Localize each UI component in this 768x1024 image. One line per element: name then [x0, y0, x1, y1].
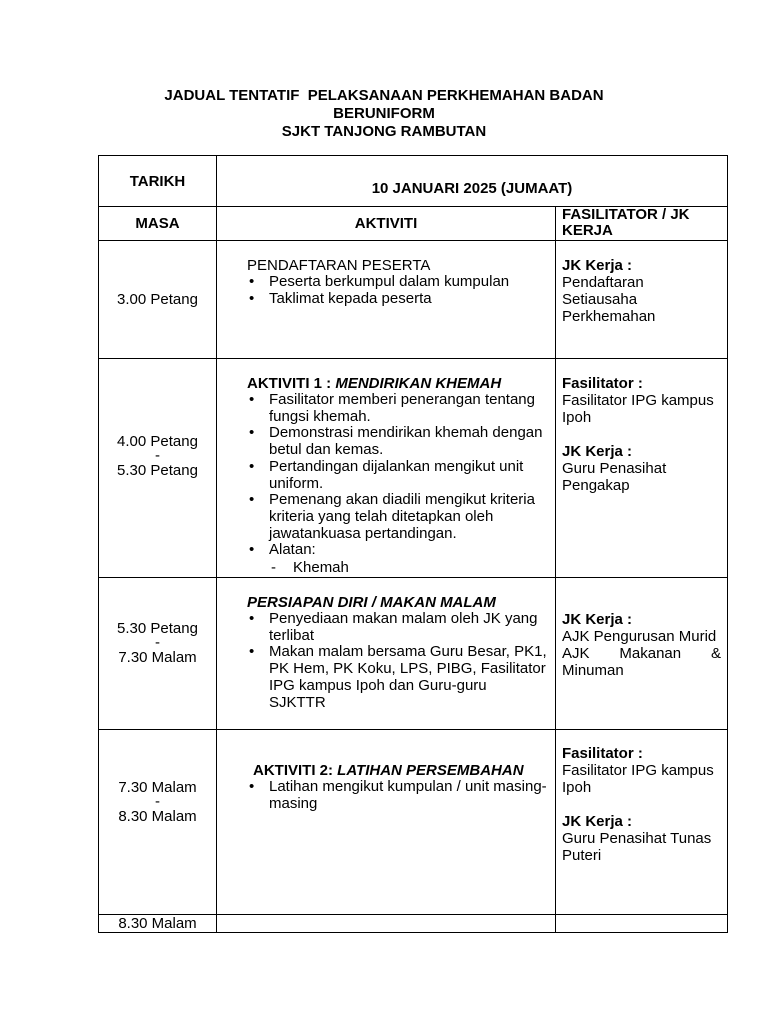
activity-cell	[217, 578, 556, 729]
fasilitator-header	[562, 207, 690, 239]
list-item: • Taklimat kepada peserta	[247, 291, 547, 308]
jk-line	[562, 645, 721, 679]
fasilitator-header-line-2: KERJA	[562, 222, 613, 239]
activity-bullet-list	[247, 274, 547, 307]
jk-cell	[556, 241, 727, 358]
fasilitator-line: Ipoh	[562, 779, 592, 796]
list-item: • Fasilitator memberi penerangan tentang fungsi khemah.	[247, 392, 547, 425]
activity-title-name: MENDIRIKAN KHEMAH	[335, 375, 502, 392]
time-cell	[99, 730, 217, 914]
activity-title-prefix: AKTIVITI 2:	[253, 762, 338, 779]
table-row	[98, 577, 728, 730]
activity-title	[247, 594, 547, 611]
masa-header: MASA	[135, 215, 180, 232]
jk-line: Pengakap	[562, 477, 630, 494]
aktiviti-header-cell	[217, 207, 556, 240]
time-cell	[99, 915, 217, 932]
jk-label: JK Kerja :	[562, 443, 633, 460]
jk-line: Guru Penasihat	[562, 460, 667, 477]
list-item: • Pemenang akan diadili mengikut kriteria kriteria yang telah ditetapkan oleh jawatankuasa pertandingan.	[247, 492, 547, 542]
activity-bullet-list	[247, 779, 547, 812]
activity-title	[247, 375, 547, 392]
activity-bullet-list	[247, 611, 547, 711]
title-line-1: JADUAL TENTATIF PELAKSANAAN PERKHEMAHAN BADAN	[164, 87, 604, 104]
jk-line: Puteri	[562, 847, 602, 864]
time-label: 8.30 Malam	[118, 808, 197, 825]
fasilitator-label: Fasilitator :	[562, 745, 643, 762]
table-header-row	[98, 206, 728, 241]
list-item: • Peserta berkumpul dalam kumpulan	[247, 274, 547, 291]
time-cell	[99, 241, 217, 358]
list-item: • Makan malam bersama Guru Besar, PK1, PK Hem, PK Koku, LPS, PIBG, Fasilitator IPG kampus Ipoh dan Guru-guru SJKTTR	[247, 644, 547, 711]
tarikh-label: TARIKH	[129, 173, 186, 190]
time-separator: -	[155, 793, 160, 810]
list-item: • Demonstrasi mendirikan khemah dengan betul dan kemas.	[247, 425, 547, 458]
jk-cell	[556, 915, 727, 932]
time-label: 7.30 Malam	[118, 649, 197, 666]
fasilitator-line: Fasilitator IPG kampus	[562, 392, 714, 409]
activity-cell	[217, 730, 556, 914]
activity-title-name: LATIHAN PERSEMBAHAN	[337, 762, 524, 779]
title-line-3: SJKT TANJONG RAMBUTAN	[281, 123, 487, 140]
jk-line: Pendaftaran	[562, 274, 644, 291]
jk-cell	[556, 578, 727, 729]
jk-cell	[556, 359, 727, 577]
title-line-2: BERUNIFORM	[333, 105, 435, 122]
jk-line: Perkhemahan	[562, 308, 656, 325]
list-item: • Latihan mengikut kumpulan / unit masing-masing	[247, 779, 547, 812]
time-label: 4.00 Petang	[117, 433, 198, 450]
sub-list-item: - Khemah	[247, 559, 547, 576]
time-cell	[99, 359, 217, 577]
time-label: 5.30 Petang	[117, 620, 198, 637]
jk-label: JK Kerja :	[562, 257, 633, 274]
activity-cell	[217, 915, 556, 932]
jk-cell	[556, 730, 727, 914]
date-cell	[217, 156, 727, 206]
list-item: • Alatan:	[247, 542, 547, 559]
jk-line-text: AJK Makanan & Minuman	[562, 645, 721, 679]
jk-label: JK Kerja :	[562, 813, 633, 830]
activity-title	[253, 762, 547, 779]
document-title	[0, 87, 768, 141]
jk-label: JK Kerja :	[562, 611, 633, 628]
fasilitator-label: Fasilitator :	[562, 375, 643, 392]
list-item: • Pertandingan dijalankan mengikut unit uniform.	[247, 459, 547, 492]
table-row	[98, 240, 728, 359]
activity-title: PENDAFTARAN PESERTA	[247, 257, 431, 274]
activity-bullet-list	[247, 392, 547, 559]
table-row	[98, 358, 728, 578]
activity-cell	[217, 359, 556, 577]
masa-header-cell	[99, 207, 217, 240]
jk-line: Setiausaha	[562, 291, 638, 308]
table-row	[98, 729, 728, 915]
time-label: 8.30 Malam	[118, 915, 197, 932]
fasilitator-line: Fasilitator IPG kampus	[562, 762, 714, 779]
table-row-date	[98, 155, 728, 207]
time-label: 5.30 Petang	[117, 462, 198, 479]
date-value: 10 JANUARI 2025 (JUMAAT)	[371, 180, 573, 197]
tarikh-label-cell	[99, 156, 217, 206]
jk-line: Guru Penasihat Tunas	[562, 830, 712, 847]
time-cell	[99, 578, 217, 729]
time-separator: -	[155, 447, 160, 464]
time-label: 7.30 Malam	[118, 779, 197, 796]
fasilitator-header-cell	[556, 207, 727, 240]
time-label: 3.00 Petang	[117, 291, 198, 308]
activity-cell	[217, 241, 556, 358]
aktiviti-header: AKTIVITI	[354, 215, 418, 232]
time-separator: -	[155, 634, 160, 651]
jk-line: AJK Pengurusan Murid	[562, 628, 717, 645]
list-item: • Penyediaan makan malam oleh JK yang terlibat	[247, 611, 547, 644]
fasilitator-header-line-1: FASILITATOR / JK	[562, 206, 690, 223]
activity-title-name: PERSIAPAN DIRI / MAKAN MALAM	[247, 594, 496, 611]
activity-title-prefix: AKTIVITI 1 :	[247, 375, 336, 392]
table-row	[98, 914, 728, 933]
fasilitator-line: Ipoh	[562, 409, 592, 426]
